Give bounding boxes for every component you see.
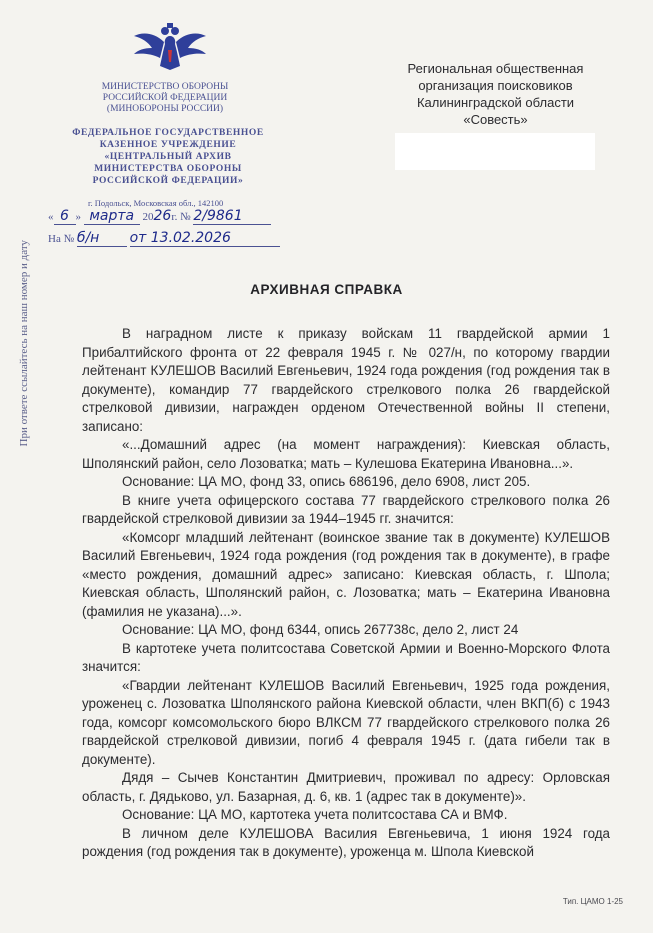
paragraph: Дядя – Сычев Константин Дмитриевич, проживал по адресу: Орловская область, г. Дядьково, ул. Базарная, д. 6, кв. 1 (адрес так в документе)».: [82, 770, 610, 804]
reg-month: марта: [89, 208, 135, 224]
reg-day: 6: [60, 208, 69, 224]
paragraph: В личном деле КУЛЕШОВА Василия Евгеньевича, 1 июня 1924 года рождения (год рождения так в документе), уроженца м. Шпола Киевской: [82, 825, 610, 859]
paragraph: «...Домашний адрес (на момент награждения): Киевская область, Шполянский район, село Лозоватка; мать – Кулешова Екатерина Ивановна...».: [82, 437, 610, 471]
paragraph: В картотеке учета политсостава Советской Армии и Военно-Морского Флота значится:: [82, 640, 610, 674]
paragraph: В наградном листе к приказу войскам 11 гвардейской армии 1 Прибалтийского фронта от 22 февраля 1945 г. № 027/н, по которому гвардии лейтенант КУЛЕШОВ Василий Евгеньевич, 1924 года рождения (год рождения так в документе), командир 77 гвардейского стрелкового полка 26 гвардейской стрелковой дивизии, награжден орденом Отечественной войны II степени, записано:: [82, 326, 610, 434]
recipient-block: Региональная общественная организация поисковиков Калининградской области «Совесть»: [407, 61, 584, 127]
paragraph: «Гвардии лейтенант КУЛЕШОВ Василий Евгеньевич, 1925 года рождения, уроженец с. Лозоватка Шполянского района Киевской области, член ВКП(б) с 1943 года, комсорг комсомольского бюро ВЛКСМ 77 гвардейского стрелкового полка 26 гвардейской стрелковой дивизии, погиб 4 февраля 1945 г. (дата гибели так в документе).: [82, 677, 610, 767]
paragraph: Основание: ЦА МО, фонд 6344, опись 267738с, дело 2, лист 24: [122, 622, 519, 637]
agency-address: г. Подольск, Московская обл., 142100: [88, 198, 224, 208]
document-title: АРХИВНАЯ СПРАВКА: [250, 282, 403, 297]
document-body: [82, 325, 610, 862]
ref-number: б/н: [76, 230, 100, 246]
ref-date: от 13.02.2026: [129, 230, 231, 246]
form-number: Тип. ЦАМО 1-25: [562, 897, 623, 906]
redacted-area: [395, 133, 595, 170]
registration-line: « 6 » марта 2026г. № 2/9861: [48, 208, 271, 225]
paragraph: Основание: ЦА МО, картотека учета политсостава СА и ВМФ.: [122, 807, 508, 822]
paragraph: В книге учета офицерского состава 77 гвардейского стрелкового полка 26 гвардейской стрелковой дивизии за 1944–1945 гг. значится:: [82, 492, 610, 526]
paragraph: Основание: ЦА МО, фонд 33, опись 686196, дело 6908, лист 205.: [122, 474, 531, 489]
double-headed-eagle-emblem: [130, 22, 210, 72]
reference-line: На № б/н от 13.02.2026: [48, 230, 280, 247]
reg-year: 26: [153, 208, 172, 224]
ministry-name: МИНИСТЕРСТВО ОБОРОНЫ РОССИЙСКОЙ ФЕДЕРАЦИИ (МИНОБОРОНЫ РОССИИ): [101, 82, 229, 114]
paragraph: «Комсорг младший лейтенант (воинское звание так в документе) КУЛЕШОВ Василий Евгеньевич, 1924 года рождения (год рождения так в документе), в графе «место рождения, домашний адрес» записано: Киевская область, г. Шпола; Киевская область, Шполянский район, с. Лозоватка; мать – Екатерина Ивановна (фамилия не указана)...».: [82, 529, 610, 619]
reg-number: 2/9861: [193, 208, 243, 224]
reply-reference-note: При ответе ссылайтесь на наш номер и дату: [18, 240, 30, 447]
agency-name: ФЕДЕРАЛЬНОЕ ГОСУДАРСТВЕННОЕ КАЗЕННОЕ УЧРЕЖДЕНИЕ «ЦЕНТРАЛЬНЫЙ АРХИВ МИНИСТЕРСТВА ОБОРОНЫ РОССИЙСКОЙ ФЕДЕРАЦИИ»: [72, 128, 264, 186]
